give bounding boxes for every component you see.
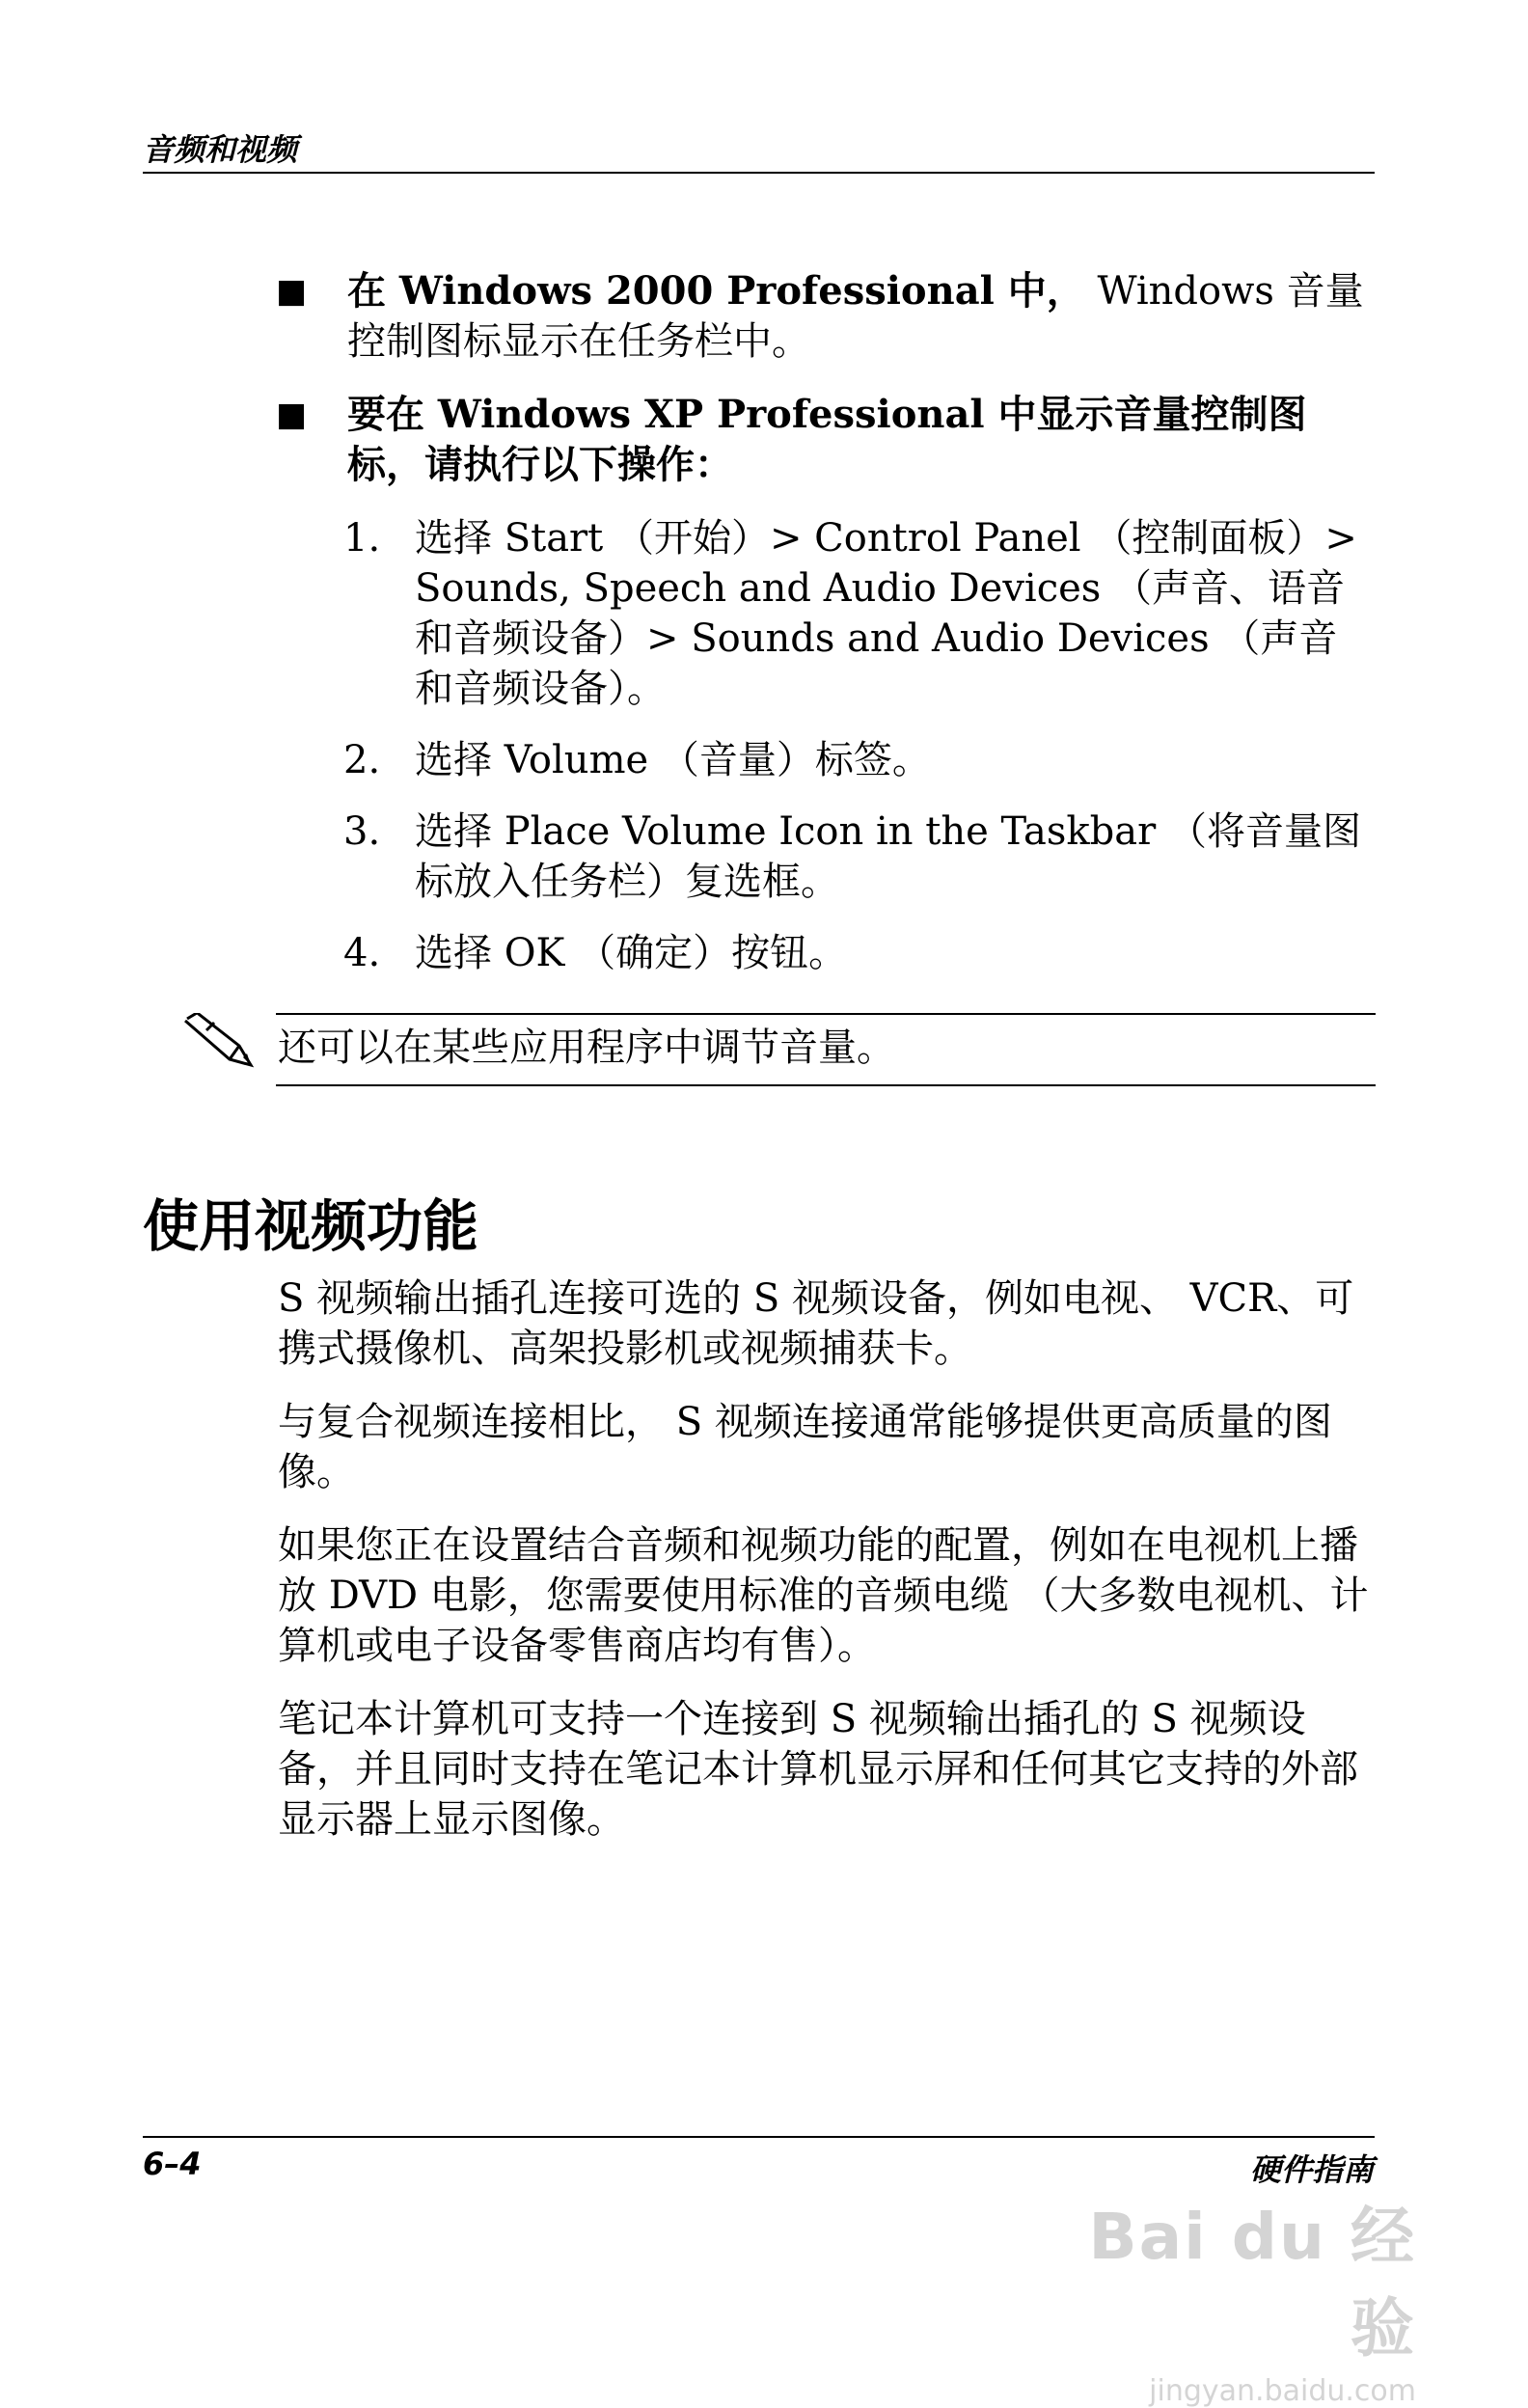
step-text: 选择 Start （开始）> Control Panel （控制面板）> Sounds, Speech and Audio Devices （声音、语音和音频设备）> Sounds and Audio Devices （声音和音频设备）。 <box>415 516 1357 711</box>
watermark-url: jingyan.baidu.com <box>1149 2374 1416 2408</box>
paragraph: 如果您正在设置结合音频和视频功能的配置，例如在电视机上播放 DVD 电影，您需要使用标准的音频电缆 （大多数电视机、计算机或电子设备零售商店均有售）。 <box>278 1523 1369 1668</box>
watermark <box>1050 2147 1416 2408</box>
header-rule <box>143 172 1375 174</box>
step-text: 选择 Volume （音量）标签。 <box>415 738 931 782</box>
note-text: 还可以在某些应用程序中调节音量。 <box>278 1026 895 1070</box>
section-heading: 使用视频功能 <box>143 1193 479 1259</box>
footer-title: 硬件指南 <box>1249 2151 1374 2188</box>
bullet-rest: Windows 音量控制图标显示在任务栏中。 <box>347 269 1364 364</box>
paragraph: S 视频输出插孔连接可选的 S 视频设备，例如电视、 VCR、可携式摄像机、高架投影机或视频捕获卡。 <box>278 1276 1354 1371</box>
pencil-note-icon <box>179 1013 266 1071</box>
square-bullet-icon: ■ <box>276 272 308 311</box>
header-title: 音频和视频 <box>143 131 298 168</box>
step-number: 2. <box>343 738 381 782</box>
bullet-text: 要在 Windows XP Professional 中显示音量控制图标，请执行以下操作： <box>347 392 1307 487</box>
paragraph: 笔记本计算机可支持一个连接到 S 视频输出插孔的 S 视频设备，并且同时支持在笔记本计算机显示屏和任何其它支持的外部显示器上显示图像。 <box>278 1697 1358 1842</box>
bullet-bold-lead: 在 Windows 2000 Professional 中， <box>347 268 1085 314</box>
bullet-item <box>276 266 1376 367</box>
watermark-logo: Bai du 经验 <box>1088 2200 1416 2366</box>
note-bottom-rule <box>276 1084 1376 1086</box>
note-top-rule <box>276 1013 1376 1015</box>
step-text: 选择 OK （确定）按钮。 <box>415 931 848 975</box>
step-item <box>343 928 1376 978</box>
step-number: 4. <box>343 931 381 975</box>
paragraph: 与复合视频连接相比， S 视频连接通常能够提供更高质量的图像。 <box>278 1400 1332 1494</box>
square-bullet-icon: ■ <box>276 396 308 434</box>
step-number: 1. <box>343 516 381 561</box>
step-text: 选择 Place Volume Icon in the Taskbar （将音量图标放入任务栏）复选框。 <box>415 809 1361 904</box>
step-item <box>343 807 1376 907</box>
bullet-item <box>276 390 1376 490</box>
step-item <box>343 735 1376 785</box>
footer-rule <box>143 2136 1375 2138</box>
step-item <box>343 513 1376 714</box>
page-number: 6–4 <box>143 2146 202 2182</box>
step-number: 3. <box>343 809 381 854</box>
